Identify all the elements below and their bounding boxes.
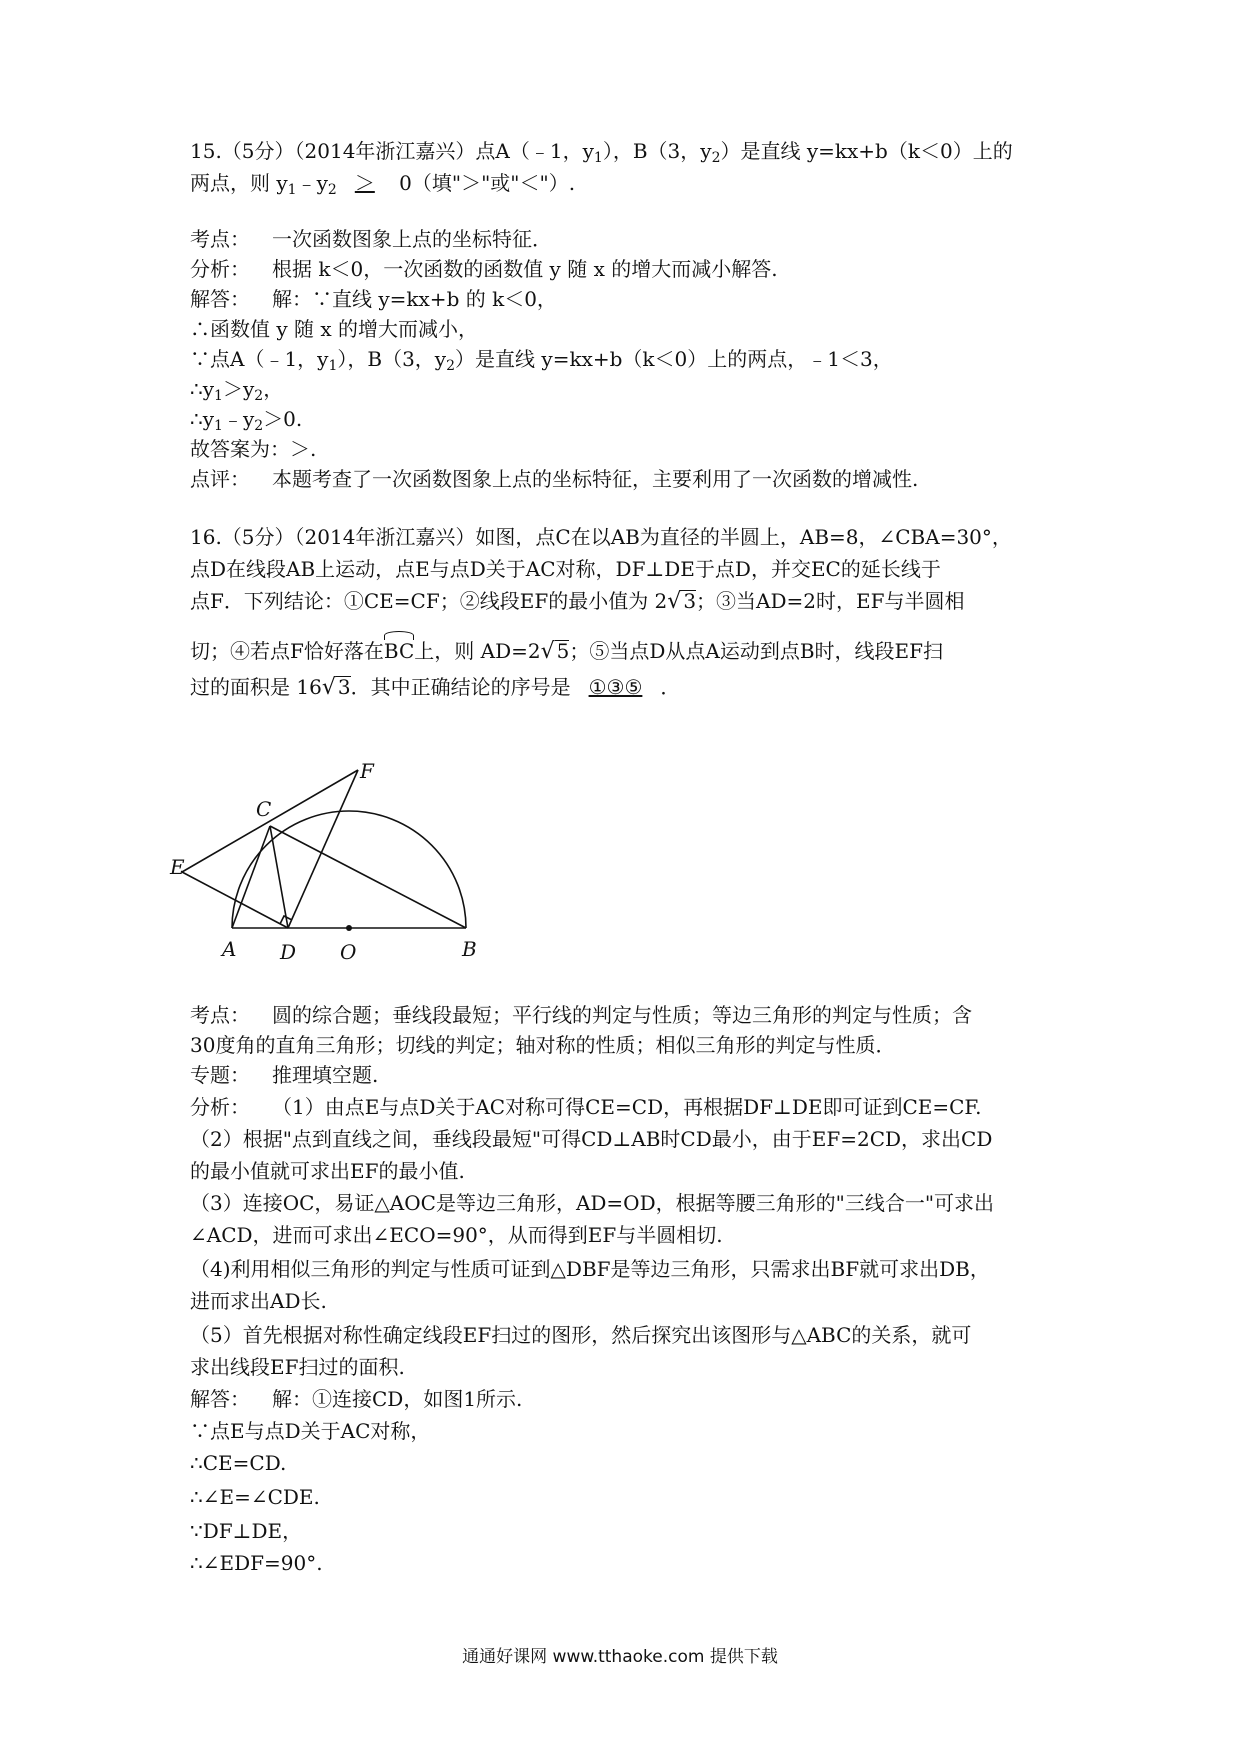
q15-fenxi: 分析： 根据 k＜0，一次函数的函数值 y 随 x 的增大而减小解答. — [190, 257, 778, 281]
q15-step-2: ∵点A（﹣1，$y_1$），B（3，$y_2$）是直线 y=kx+b（k＜0）上的两点，﹣1＜3， — [190, 347, 893, 374]
q16-fenxi-3: 的最小值就可求出EF的最小值. — [190, 1159, 465, 1183]
page-footer: 通通好课网 www.tthaoke.com 提供下载 — [462, 1647, 778, 1667]
q15-jieda: 解答： 解：∵直线 y=kx+b 的 k＜0， — [190, 287, 557, 311]
segment-cd — [270, 826, 288, 928]
label-a: A — [222, 937, 237, 961]
center-o — [346, 925, 352, 931]
label-e: E — [170, 855, 185, 879]
q16-kaodian-2: 30度角的直角三角形；切线的判定；轴对称的性质；相似三角形的判定与性质． — [190, 1033, 896, 1057]
q15-line-1: 15.（5分）（2014年浙江嘉兴）点A（﹣1，$y_1$），B（3，$y_2$）是直线 y=kx+b（k＜0）上的 — [190, 139, 1013, 166]
q16-fenxi-7: 进而求出AD长. — [190, 1289, 327, 1313]
segment-df — [288, 770, 358, 928]
q16-jieda: 解答： 解：①连接CD，如图1所示. — [190, 1387, 523, 1411]
q16-line-4: 切；④若点F恰好落在BC上，则 AD=2√ 5；⑤当点D从点A运动到点B时，线段EF扫 — [190, 639, 944, 664]
label-o: O — [340, 940, 357, 964]
q15-step-4: $\therefore y_1﹣y_2>0$. — [190, 407, 303, 434]
q16-line-1: 16.（5分）（2014年浙江嘉兴）如图，点C在以AB为直径的半圆上，AB=8，∠CBA=30°， — [190, 525, 1012, 549]
q16-fenxi: 分析： （1）由点E与点D关于AC对称可得CE=CD，再根据DF⊥DE即可证到CE=CF. — [190, 1095, 982, 1119]
label-d: D — [280, 940, 297, 964]
q16-fenxi-4: （3）连接OC，易证△AOC是等边三角形，AD=OD，根据等腰三角形的"三线合一"可求出 — [190, 1191, 995, 1215]
q15-step-5: 故答案为：＞. — [190, 437, 317, 461]
q16-step-2: ∴CE=CD. — [190, 1451, 287, 1475]
q15-answer: ＞ — [354, 171, 375, 195]
q15-kaodian: 考点： 一次函数图象上点的坐标特征． — [190, 227, 552, 251]
q16-step-4: ∵DF⊥DE， — [190, 1519, 303, 1543]
segment-ef — [182, 770, 358, 872]
q16-line-2: 点D在线段AB上运动，点E与点D关于AC对称，DF⊥DE于点D，并交EC的延长线于 — [190, 557, 941, 581]
q15-step-3: $\therefore y_1>y_2$， — [190, 377, 284, 404]
q16-answer: ①③⑤ — [588, 675, 643, 699]
q16-fenxi-6: （4)利用相似三角形的判定与性质可证到△DBF是等边三角形，只需求出BF就可求出DB， — [190, 1257, 990, 1281]
segment-ac — [232, 826, 270, 928]
arc-bc: BC — [383, 639, 415, 663]
segment-cb — [270, 826, 466, 928]
q16-zhuanti: 专题： 推理填空题. — [190, 1063, 379, 1087]
q16-line-3: 点F．下列结论：①CE=CF；②线段EF的最小值为 2√ 3；③当AD=2时，EF与半圆相 — [190, 589, 965, 614]
q15-line-2: 两点，则 $y_1﹣y_2 > 0$（填"＞"或"＜"）. — [190, 171, 576, 198]
q16-fenxi-5: ∠ACD，进而可求出∠ECO=90°，从而得到EF与半圆相切. — [190, 1223, 723, 1247]
q16-kaodian: 考点： 圆的综合题；垂线段最短；平行线的判定与性质；等边三角形的判定与性质；含 — [190, 1003, 972, 1027]
q16-step-1: ∵点E与点D关于AC对称， — [190, 1419, 431, 1443]
label-f: F — [360, 759, 374, 783]
q16-fenxi-2: （2）根据"点到直线之间，垂线段最短"可得CD⊥AB时CD最小，由于EF=2CD，求出CD — [190, 1127, 993, 1151]
q15-dianping: 点评： 本题考查了一次函数图象上点的坐标特征，主要利用了一次函数的增减性. — [190, 467, 919, 491]
q16-fenxi-9: 求出线段EF扫过的面积. — [190, 1355, 405, 1379]
q16-step-3: ∴∠E=∠CDE. — [190, 1485, 320, 1509]
geometry-figure — [170, 759, 502, 970]
q15-step-1: ∴函数值 y 随 x 的增大而减小， — [190, 317, 479, 341]
label-c: C — [256, 797, 272, 821]
label-b: B — [462, 937, 477, 961]
q16-line-5: 过的面积是 16√ 3．其中正确结论的序号是 ①③⑤ ． — [190, 675, 681, 700]
q16-fenxi-8: （5）首先根据对称性确定线段EF扫过的图形，然后探究出该图形与△ABC的关系，就可 — [190, 1323, 972, 1347]
q16-step-5: ∴∠EDF=90°. — [190, 1551, 323, 1575]
